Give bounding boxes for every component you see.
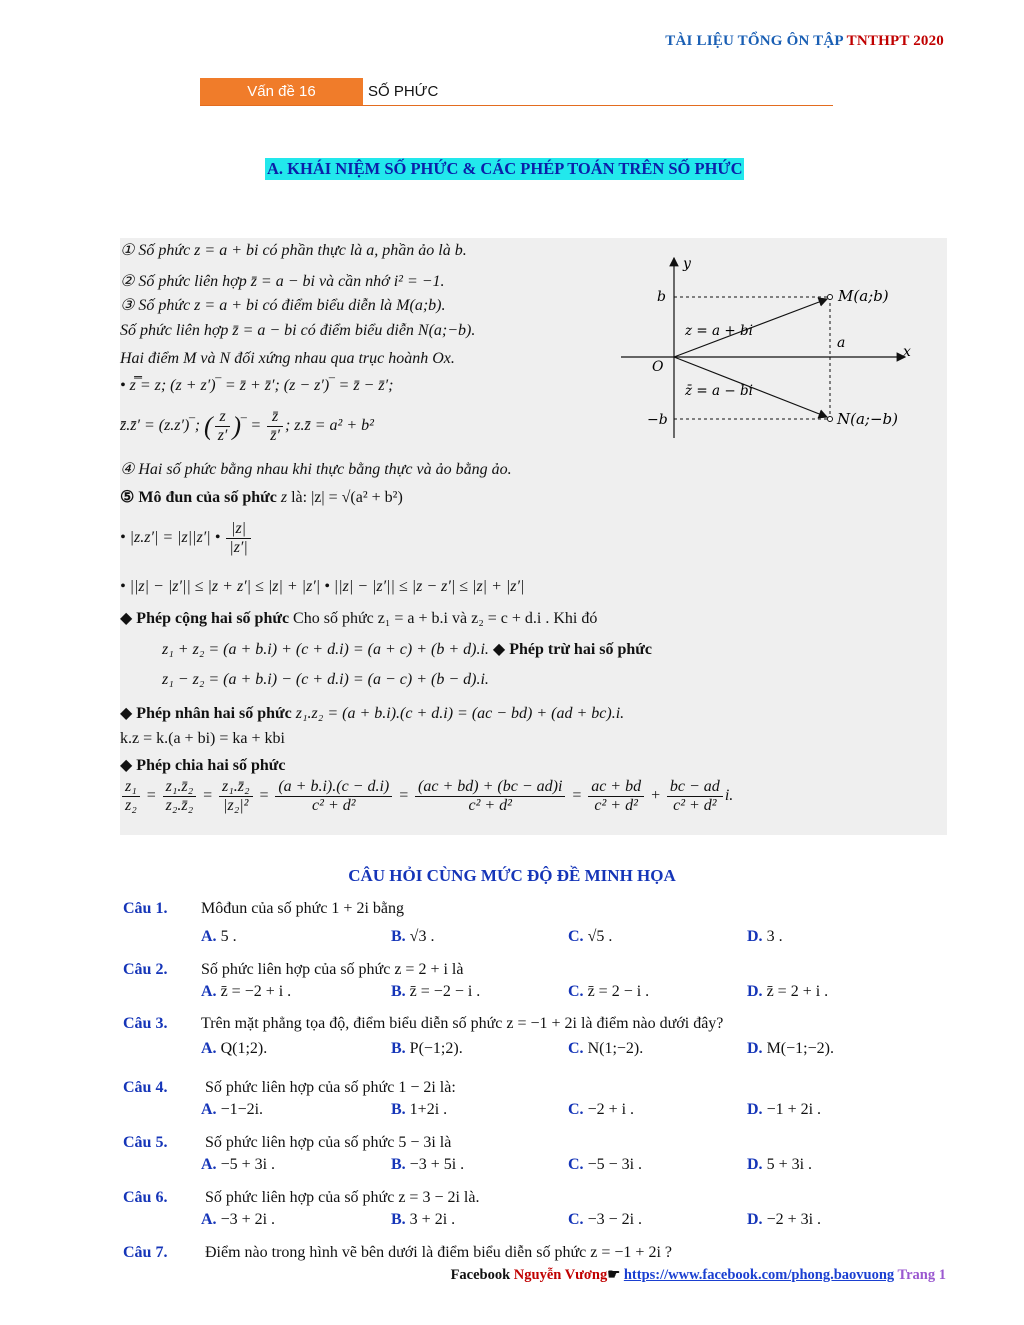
section-a-title: A. KHÁI NIỆM SỐ PHỨC & CÁC PHÉP TOÁN TRÊN SỐ PHỨC — [267, 159, 743, 178]
q5-option-d[interactable]: D. 5 + 3i . — [747, 1156, 813, 1173]
theory-line-11: • ||z| − |z′|| ≤ |z + z′| ≤ |z| + |z′| • ||z| − |z′|| ≤ |z − z′| ≤ |z| + |z′| — [120, 578, 525, 595]
issue-title: SỐ PHỨC — [368, 83, 439, 100]
question-7: Câu 7. Điểm nào trong hình vẽ bên dưới là điểm biểu diễn số phức z = −1 + 2i ? — [123, 1244, 672, 1261]
theory-line-15: ◆ Phép nhân hai số phức z₁.z₂ = (a + b.i).(c + d.i) = (ac − bd) + (ad + bc).i. — [120, 705, 625, 722]
document-header — [665, 33, 944, 50]
header-prefix: TÀI LIỆU TỔNG ÔN TẬP — [665, 33, 847, 49]
q3-option-a[interactable]: A. Q(1;2). — [201, 1040, 268, 1057]
theory-line-14: z₁ − z₂ = (a + b.i) − (c + d.i) = (a − c) + (b − d).i. — [162, 671, 489, 688]
point-n — [828, 417, 833, 422]
q1-option-a[interactable]: A. 5 . — [201, 928, 237, 945]
z-label: z = a + bi — [685, 323, 753, 339]
q2-option-d[interactable]: D. z̄ = 2 + i . — [747, 983, 829, 1000]
q2-option-c[interactable]: C. z̄ = 2 − i . — [568, 983, 650, 1000]
question-4: Câu 4. Số phức liên hợp của số phức 1 − 2i là: — [123, 1079, 456, 1096]
zbar-label: z̄ = a − bi — [685, 383, 753, 399]
question-1: Câu 1. Môđun của số phức 1 + 2i bằng — [123, 900, 404, 917]
y-label: y — [683, 256, 691, 272]
frac-z-over-zprime: $\frac{z}{z'}$ — [215, 408, 231, 445]
a-label: a — [837, 335, 846, 351]
m-label: M(a;b) — [838, 287, 889, 305]
q3-option-b[interactable]: B. P(−1;2). — [391, 1040, 463, 1057]
issue-bar — [200, 78, 833, 106]
complex-plane-figure — [615, 248, 925, 448]
theory-line-1: ① Số phức z = a + bi có phần thực là a, phần ảo là b. — [120, 242, 467, 259]
z-zbar-identity: ; z.z̄ = a² + b² — [284, 417, 374, 435]
issue-tag: Vấn đề 16 — [200, 78, 363, 105]
page-footer: Facebook Nguyễn Vương☛ https://www.facebook.com/phong.baovuong Trang 1 — [450, 1267, 946, 1283]
theory-line-9: ⑤ Mô đun của số phức z là: |z| = √(a² + b²) — [120, 489, 403, 506]
q3-option-d[interactable]: D. M(−1;−2). — [747, 1040, 834, 1057]
section-questions-title: CÂU HỎI CÙNG MỨC ĐỘ ĐỀ MINH HỌA — [348, 866, 676, 885]
n-label: N(a;−b) — [837, 410, 898, 428]
x-label: x — [903, 344, 911, 360]
frac-zbar-over-zbarprime: $\frac{z̄}{z̄'}$ — [267, 408, 283, 445]
q1-option-b[interactable]: B. √3 . — [391, 928, 435, 945]
q1-option-d[interactable]: D. 3 . — [747, 928, 783, 945]
theory-line-3: ③ Số phức z = a + bi có điểm biểu diễn là M(a;b). — [120, 297, 446, 314]
theory-line-17: ◆ Phép chia hai số phức — [120, 757, 286, 774]
q5-option-a[interactable]: A. −5 + 3i . — [201, 1156, 276, 1173]
theory-line-10: • |z.z′| = |z||z′| • $\frac{|z|}{|z'|}$ — [120, 520, 253, 557]
frac-abs-z-over-zprime: $\frac{|z|}{|z'|}$ — [226, 520, 251, 557]
q4-option-d[interactable]: D. −1 + 2i . — [747, 1101, 822, 1118]
q5-option-c[interactable]: C. −5 − 3i . — [568, 1156, 643, 1173]
q5-option-b[interactable]: B. −3 + 5i . — [391, 1156, 465, 1173]
theory-line-8: ④ Hai số phức bằng nhau khi thực bằng thực và ảo bằng ảo. — [120, 461, 512, 478]
q1-option-c[interactable]: C. √5 . — [568, 928, 613, 945]
theory-box — [120, 238, 947, 835]
question-2: Câu 2. Số phức liên hợp của số phức z = 2 + i là — [123, 961, 464, 978]
theory-line-2: ② Số phức liên hợp z̄ = a − bi và cần nhớ i² = −1. — [120, 273, 445, 290]
q6-option-d[interactable]: D. −2 + 3i . — [747, 1211, 822, 1228]
theory-line-6: • z̿ = z; (z + z′)‾ = z̄ + z̄′; (z − z′)‾ = z̄ − z̄′; — [120, 377, 394, 394]
q3-option-c[interactable]: C. N(1;−2). — [568, 1040, 644, 1057]
theory-line-13: z₁ + z₂ = (a + b.i) + (c + d.i) = (a + c) + (b + d).i. ◆ Phép trừ hai số phức — [162, 641, 652, 658]
author-name: Nguyễn Vương — [513, 1267, 608, 1283]
origin-label: O — [652, 359, 664, 375]
conj-product: z̄.z̄′ = (z.z′)‾; — [120, 417, 201, 435]
theory-line-4: Số phức liên hợp z̄ = a − bi có điểm biểu diễn N(a;−b). — [120, 322, 476, 339]
q6-option-b[interactable]: B. 3 + 2i . — [391, 1211, 456, 1228]
facebook-link[interactable]: https://www.facebook.com/phong.baovuong — [623, 1267, 895, 1283]
hand-pointer-icon: ☛ — [607, 1267, 624, 1283]
q4-option-c[interactable]: C. −2 + i . — [568, 1101, 635, 1118]
q6-option-a[interactable]: A. −3 + 2i . — [201, 1211, 276, 1228]
q2-option-b[interactable]: B. z̄ = −2 − i . — [391, 983, 481, 1000]
division-formula: $\frac{\text{z₁}}{\text{z₂}}$ = $\frac{\text{z₁.z̄₂}}{\text{z₂.z̄₂}}$ = $\frac{\text{z₁.z̄₂}}{\text{|z₂|²}}$ = $\frac{(a + b.i).(c - d.i)}{\text{c² + d²}}$ = $\frac{(ac + bd) + (bc - ad)i}{\text{c² + d²}}$ = $\frac{ac + bd}{\text{c² + d²}}$ + $\frac{bc - ad}{\text{c² + d²}}$ i. — [120, 778, 733, 815]
question-5: Câu 5. Số phức liên hợp của số phức 5 − 3i là — [123, 1134, 452, 1151]
theory-line-12: ◆ Phép cộng hai số phức Cho số phức z₁ = a + b.i và z₂ = c + d.i . Khi đó — [120, 610, 598, 627]
question-6: Câu 6. Số phức liên hợp của số phức z = 3 − 2i là. — [123, 1189, 480, 1206]
page-number: Trang 1 — [894, 1267, 946, 1283]
question-3: Câu 3. Trên mặt phẳng tọa độ, điểm biểu diễn số phức z = −1 + 2i là điểm nào dưới đây? — [123, 1015, 724, 1032]
theory-line-16: k.z = k.(a + bi) = ka + kbi — [120, 730, 285, 747]
q2-option-a[interactable]: A. z̄ = −2 + i . — [201, 983, 292, 1000]
point-m — [828, 295, 833, 300]
theory-line-7: z̄.z̄′ = (z.z′)‾; ( $\frac{z}{z'}$ )‾ = $\frac{z̄}{z̄'}$ ; z.z̄ = a² + b² — [120, 408, 374, 444]
header-year: TNTHPT 2020 — [846, 33, 944, 49]
b-label: b — [657, 289, 666, 305]
q6-option-c[interactable]: C. −3 − 2i . — [568, 1211, 643, 1228]
q4-option-b[interactable]: B. 1+2i . — [391, 1101, 448, 1118]
neg-b-label: −b — [647, 412, 668, 428]
theory-line-5: Hai điểm M và N đối xứng nhau qua trục hoành Ox. — [120, 350, 455, 367]
q4-option-a[interactable]: A. −1−2i. — [201, 1101, 264, 1118]
